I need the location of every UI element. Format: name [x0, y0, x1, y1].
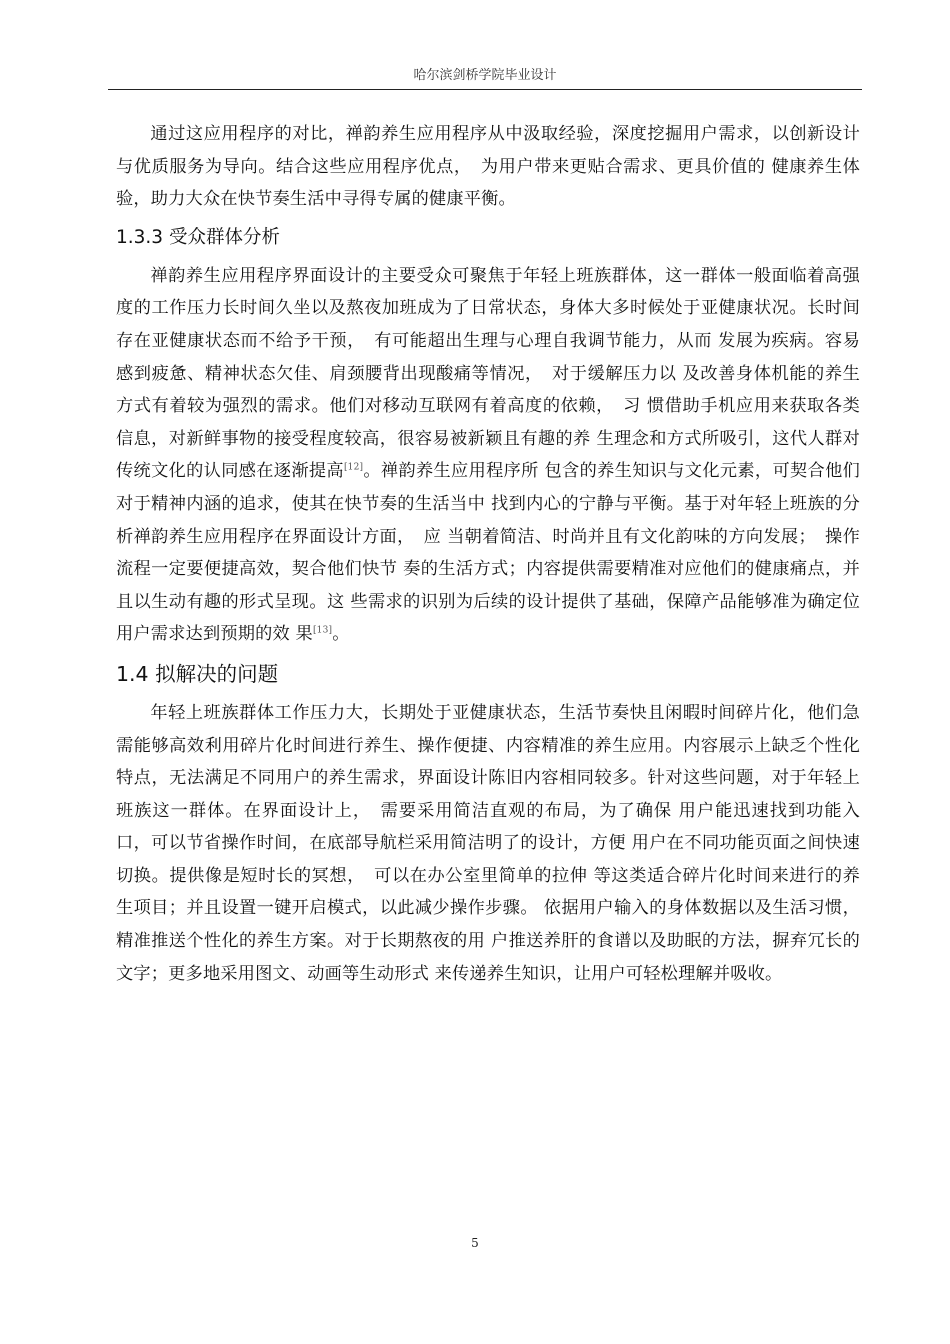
page-number: 5 — [471, 1236, 479, 1250]
audience-text-end: 。 — [332, 624, 350, 645]
page-body — [116, 118, 860, 990]
section-heading-problems: 1.4 拟解决的问题 — [116, 661, 279, 686]
audience-text-part1: 禅韵养生应用程序界面设计的主要受众可聚焦于年轻上班族群体，这一群体一般面临着高强度的工作压力长时间久坐以及熬夜加班成为了日常状态，身体大多时候处于亚健康状况。长时间存在亚健康状态而不给予干预， 有可能超出生理与心理自我调节能力，从而 发展为疾病。容易感到疲惫、精神状态欠佳、肩颈腰背出现酸痛等情况， 对于缓解压力以 及改善身体机能的养生方式有着较为强烈的需求。他们对移动互联网有着高度的依赖， 习 惯借助手机应用来获取各类信息，对新鲜事物的接受程度较高，很容易被新颖且有趣的养 生理念和方式所吸引，这代人群对传统文化的认同感在逐渐提高 — [116, 265, 860, 482]
problems-paragraph: 年轻上班族群体工作压力大，长期处于亚健康状态，生活节奏快且闲暇时间碎片化，他们急需能够高效利用碎片化时间进行养生、操作便捷、内容精准的养生应用。内容展示上缺乏个性化特点，无法满足不同用户的养生需求，界面设计陈旧内容相同较多。针对这些问题，对于年轻上班族这一群体。在界面设计上， 需要采用简洁直观的布局，为了确保 用户能迅速找到功能入口，可以节省操作时间，在底部导航栏采用简洁明了的设计，方便 用户在不同功能页面之间快速切换。提供像是短时长的冥想， 可以在办公室里简单的拉伸 等这类适合碎片化时间来进行的养生项目；并且设置一键开启模式，以此减少操作步骤。 依据用户输入的身体数据以及生活习惯，精准推送个性化的养生方案。对于长期熬夜的用 户推送养肝的食谱以及助眠的方法，摒弃冗长的文字；更多地采用图文、动画等生动形式 来传递养生知识，让用户可轻松理解并吸收。 — [116, 702, 860, 984]
header-divider — [108, 89, 862, 90]
citation-13: [13] — [312, 625, 333, 636]
citation-12: [12] — [343, 462, 364, 473]
audience-text-part2: 。禅韵养生应用程序所 包含的养生知识与文化元素，可契合他们对于精神内涵的追求，使其在快节奏的生活当中 找到内心的宁静与平衡。基于对年轻上班族的分析禅韵养生应用程序在界面设计方面， 应 当朝着简洁、时尚并且有文化韵味的方向发展； 操作流程一定要便捷高效，契合他们快节 奏的生活方式；内容提供需要精准对应他们的健康痛点，并且以生动有趣的形式呈现。这 些需求的识别为后续的设计提供了基础，保障产品能够准为确定位用户需求达到预期的效 果 — [116, 461, 860, 645]
section-heading-audience: 1.3.3 受众群体分析 — [116, 226, 280, 248]
page-header-title: 哈尔滨剑桥学院毕业设计 — [413, 68, 557, 83]
audience-paragraph — [116, 260, 860, 651]
intro-paragraph: 通过这应用程序的对比，禅韵养生应用程序从中汲取经验，深度挖掘用户需求，以创新设计与优质服务为导向。结合这些应用程序优点， 为用户带来更贴合需求、更具价值的 健康养生体验，助力大众在快节奏生活中寻得专属的健康平衡。 — [116, 124, 860, 210]
